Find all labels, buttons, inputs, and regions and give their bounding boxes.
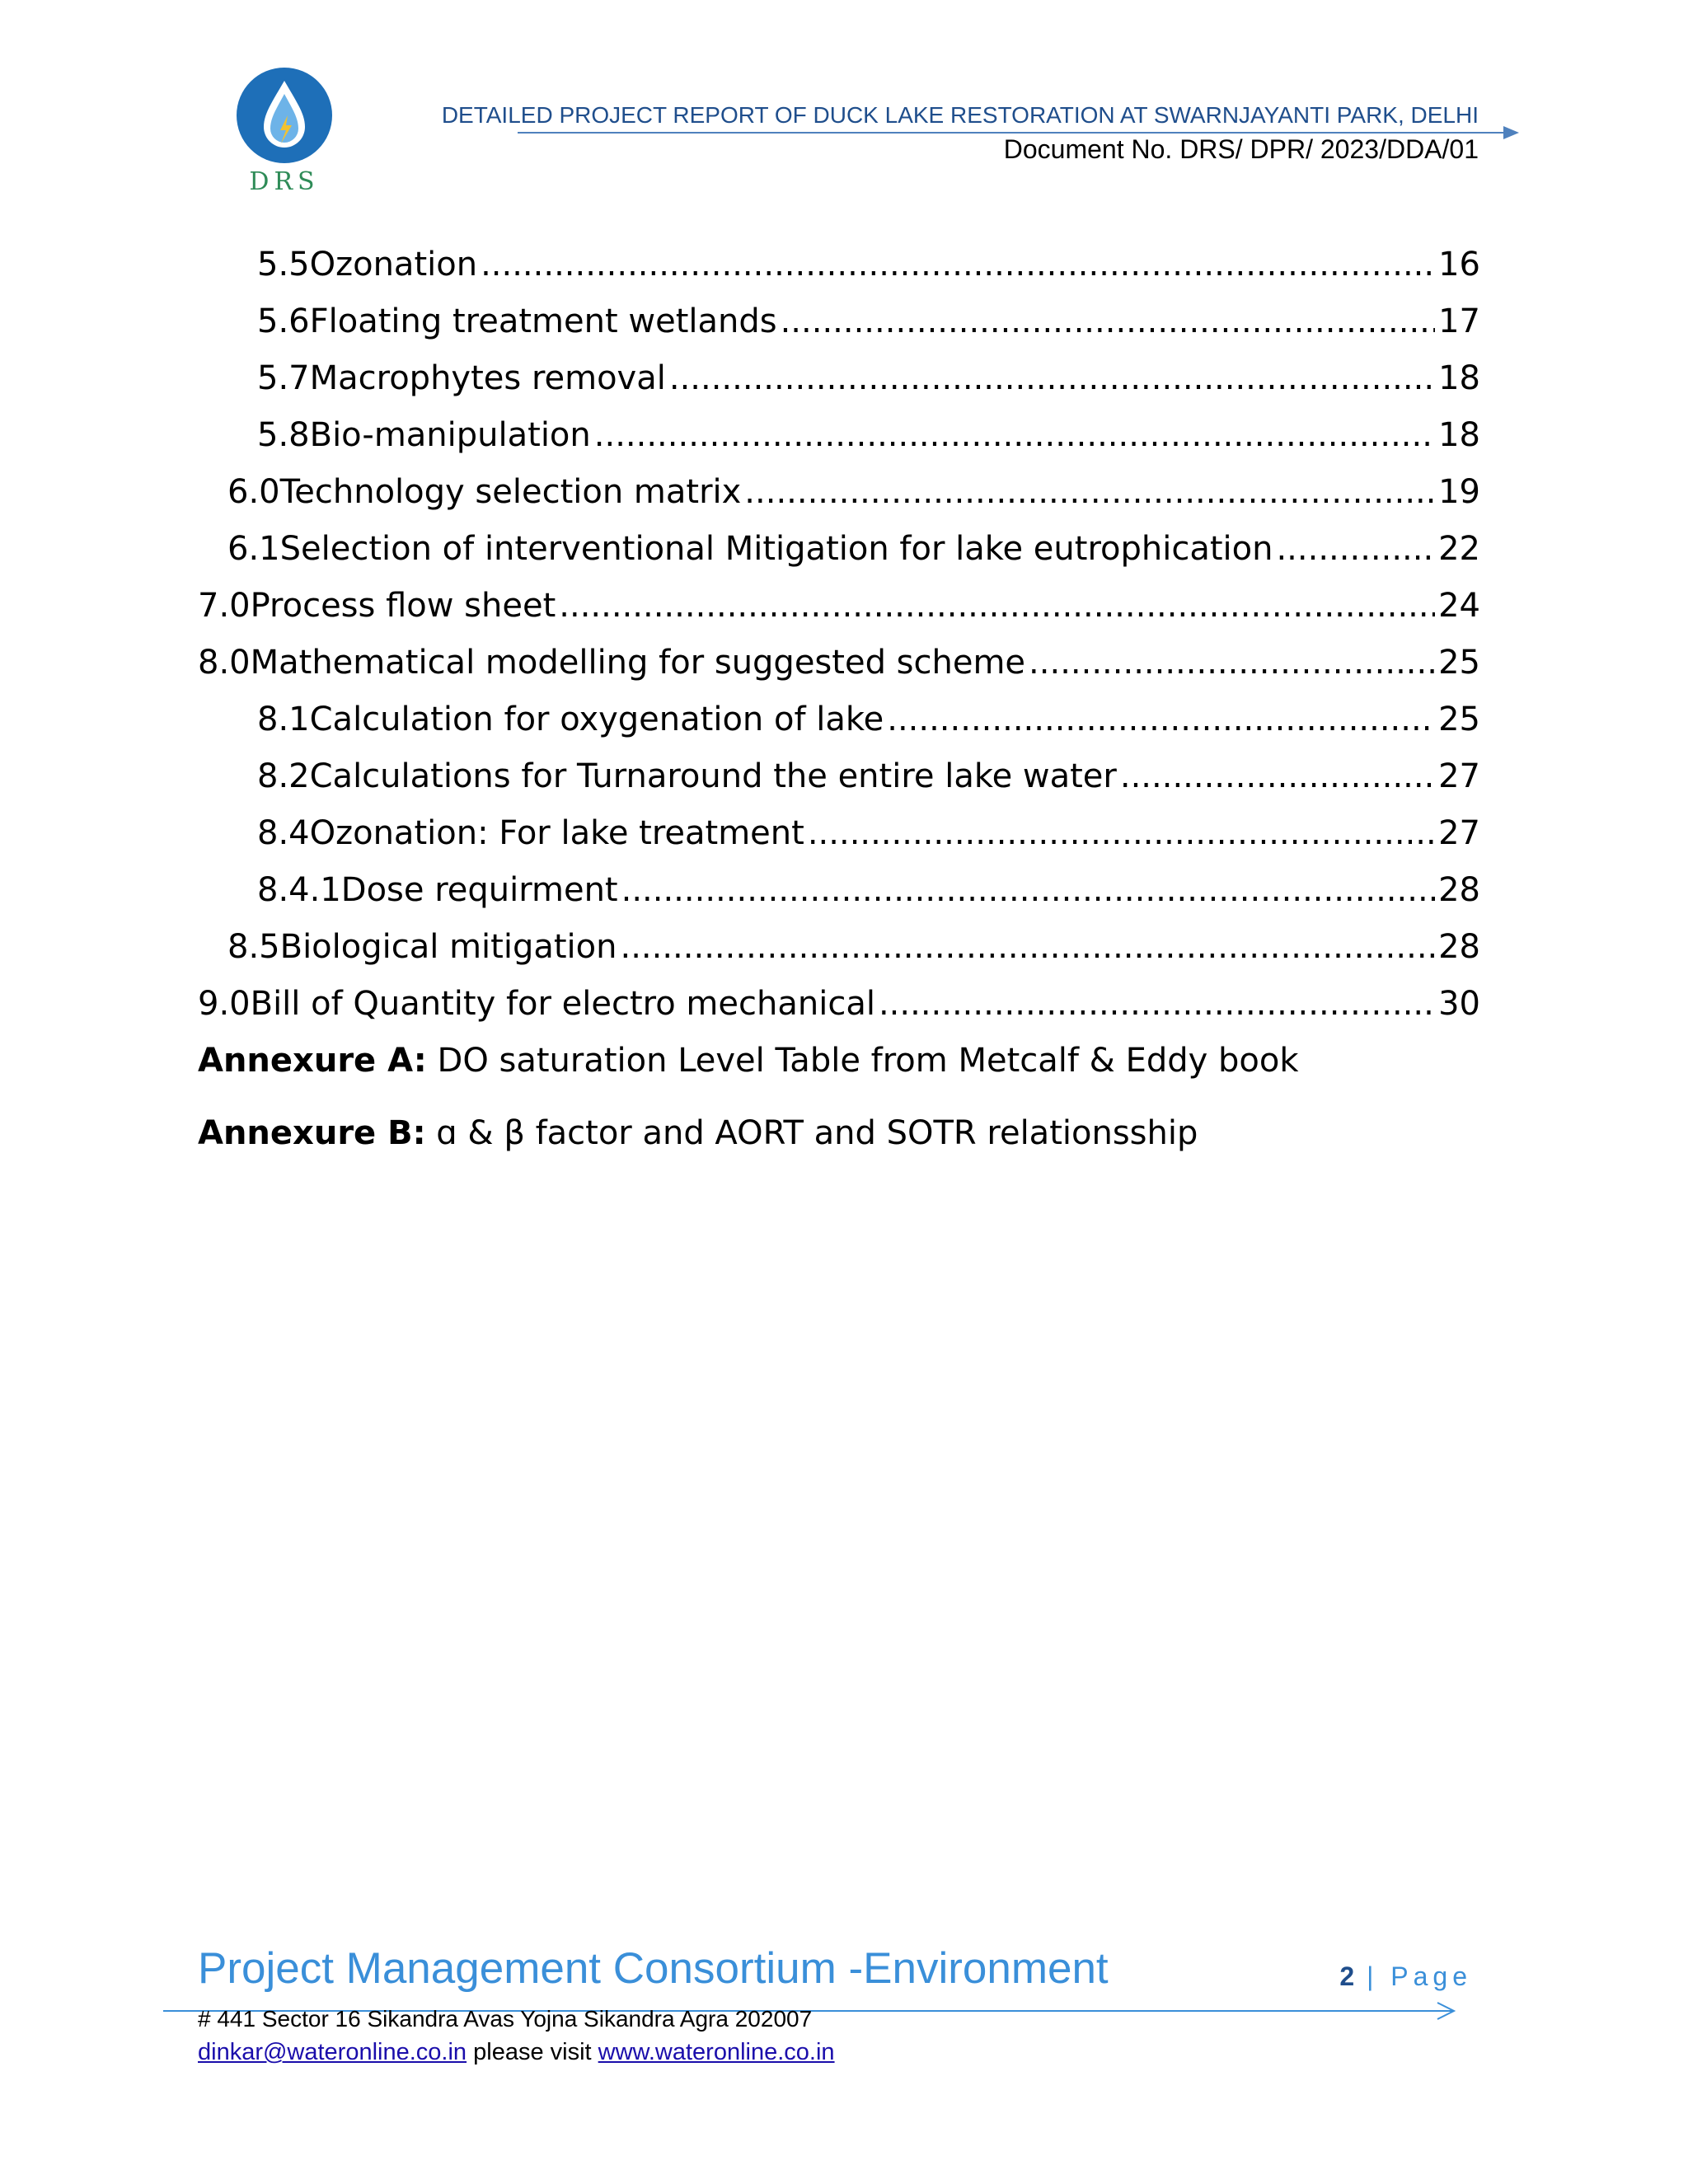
toc-leader (887, 696, 1435, 743)
toc-entry[interactable] (257, 867, 1480, 913)
toc-title: Dose requirment (340, 871, 618, 909)
toc-page: 24 (1438, 587, 1480, 625)
toc-page: 25 (1438, 701, 1480, 738)
annexure-label: Annexure B: (198, 1114, 426, 1152)
toc-number: 5.7 (257, 359, 310, 397)
toc-page: 16 (1438, 246, 1480, 284)
toc-number: 9.0 (198, 985, 251, 1023)
toc-leader (1120, 753, 1435, 799)
toc-number: 6.1 (227, 530, 280, 568)
toc-title: Floating treatment wetlands (309, 302, 777, 340)
annexure-text: DO saturation Level Table from Metcalf & Eddy book (426, 1042, 1299, 1080)
toc-number: 8.1 (257, 701, 310, 738)
toc-entry[interactable] (257, 753, 1480, 799)
toc-entry[interactable] (198, 981, 1480, 1027)
footer-title: Project Management Consortium -Environment (198, 1944, 1109, 1993)
toc-title: Bio-manipulation (309, 416, 591, 454)
toc-page: 28 (1438, 928, 1480, 966)
logo-text: DRS (249, 167, 320, 196)
toc-entry[interactable] (257, 810, 1480, 856)
toc-page: 22 (1438, 530, 1480, 568)
toc-leader (481, 241, 1435, 288)
toc-number: 5.8 (257, 416, 310, 454)
document-number: Document No. DRS/ DPR/ 2023/DDA/01 (1003, 134, 1479, 164)
toc-entry[interactable] (227, 924, 1480, 970)
toc-leader (744, 469, 1435, 515)
toc-leader (559, 583, 1435, 629)
toc-entry[interactable] (198, 583, 1480, 629)
toc-title: Technology selection matrix (279, 473, 742, 511)
toc-page: 25 (1438, 644, 1480, 682)
toc-leader (669, 355, 1435, 401)
toc-entry[interactable] (257, 412, 1480, 458)
toc-entry[interactable] (257, 241, 1480, 288)
page-number-value: 2 (1339, 1961, 1355, 1991)
toc-number: 6.0 (227, 473, 280, 511)
toc-entry[interactable] (227, 469, 1480, 515)
toc-number: 5.5 (257, 246, 310, 284)
toc-number: 8.5 (227, 928, 280, 966)
toc-title: Process flow sheet (250, 587, 556, 625)
footer-address: # 441 Sector 16 Sikandra Avas Yojna Sikandra Agra 202007 (198, 2006, 813, 2032)
toc-entry[interactable] (257, 298, 1480, 344)
toc-page: 30 (1438, 985, 1480, 1023)
toc-title: Ozonation: For lake treatment (309, 814, 804, 852)
toc-page: 19 (1438, 473, 1480, 511)
drs-logo (223, 59, 346, 199)
toc-entry[interactable] (257, 696, 1480, 743)
toc-number: 8.4.1 (257, 871, 341, 909)
visit-text: please visit (467, 2039, 598, 2065)
toc-number: 8.2 (257, 757, 310, 795)
toc-leader (1276, 526, 1435, 572)
toc-title: Bill of Quantity for electro mechanical (250, 985, 875, 1023)
toc-title: Macrophytes removal (309, 359, 666, 397)
footer-contact (198, 2039, 835, 2066)
toc-number: 8.4 (257, 814, 310, 852)
toc-entry[interactable] (257, 355, 1480, 401)
toc-title: Ozonation (309, 246, 478, 284)
toc-page: 18 (1438, 359, 1480, 397)
toc-leader (594, 412, 1435, 458)
toc-leader (879, 981, 1435, 1027)
website-link[interactable]: www.wateronline.co.in (598, 2039, 835, 2065)
annexure-label: Annexure A: (198, 1042, 427, 1080)
toc-page: 18 (1438, 416, 1480, 454)
toc-title: Biological mitigation (279, 928, 617, 966)
toc-leader (808, 810, 1435, 856)
toc-leader (781, 298, 1436, 344)
annexure-text: ɑ & β factor and AORT and SOTR relationsship (425, 1114, 1198, 1152)
annexure-b (198, 1110, 1198, 1156)
toc-title: Calculations for Turnaround the entire lake water (309, 757, 1117, 795)
toc-page: 27 (1438, 757, 1480, 795)
email-link[interactable]: dinkar@wateronline.co.in (198, 2039, 467, 2065)
toc-leader (1029, 640, 1435, 686)
page-label: | Page (1354, 1961, 1472, 1991)
toc-page: 27 (1438, 814, 1480, 852)
toc-title: Selection of interventional Mitigation for lake eutrophication (279, 530, 1273, 568)
page-number (1339, 1961, 1472, 1992)
toc-number: 5.6 (257, 302, 310, 340)
toc-page: 28 (1438, 871, 1480, 909)
toc-leader (621, 867, 1435, 913)
toc-title: Calculation for oxygenation of lake (309, 701, 884, 738)
toc-entry[interactable] (198, 640, 1480, 686)
toc-title: Mathematical modelling for suggested scheme (250, 644, 1026, 682)
annexure-a (198, 1038, 1299, 1084)
toc-page: 17 (1438, 302, 1480, 340)
header-title: DETAILED PROJECT REPORT OF DUCK LAKE RESTORATION AT SWARNJAYANTI PARK, DELHI (441, 102, 1479, 128)
toc-number: 8.0 (198, 644, 251, 682)
toc-leader (620, 924, 1435, 970)
toc-number: 7.0 (198, 587, 251, 625)
toc-entry[interactable] (227, 526, 1480, 572)
